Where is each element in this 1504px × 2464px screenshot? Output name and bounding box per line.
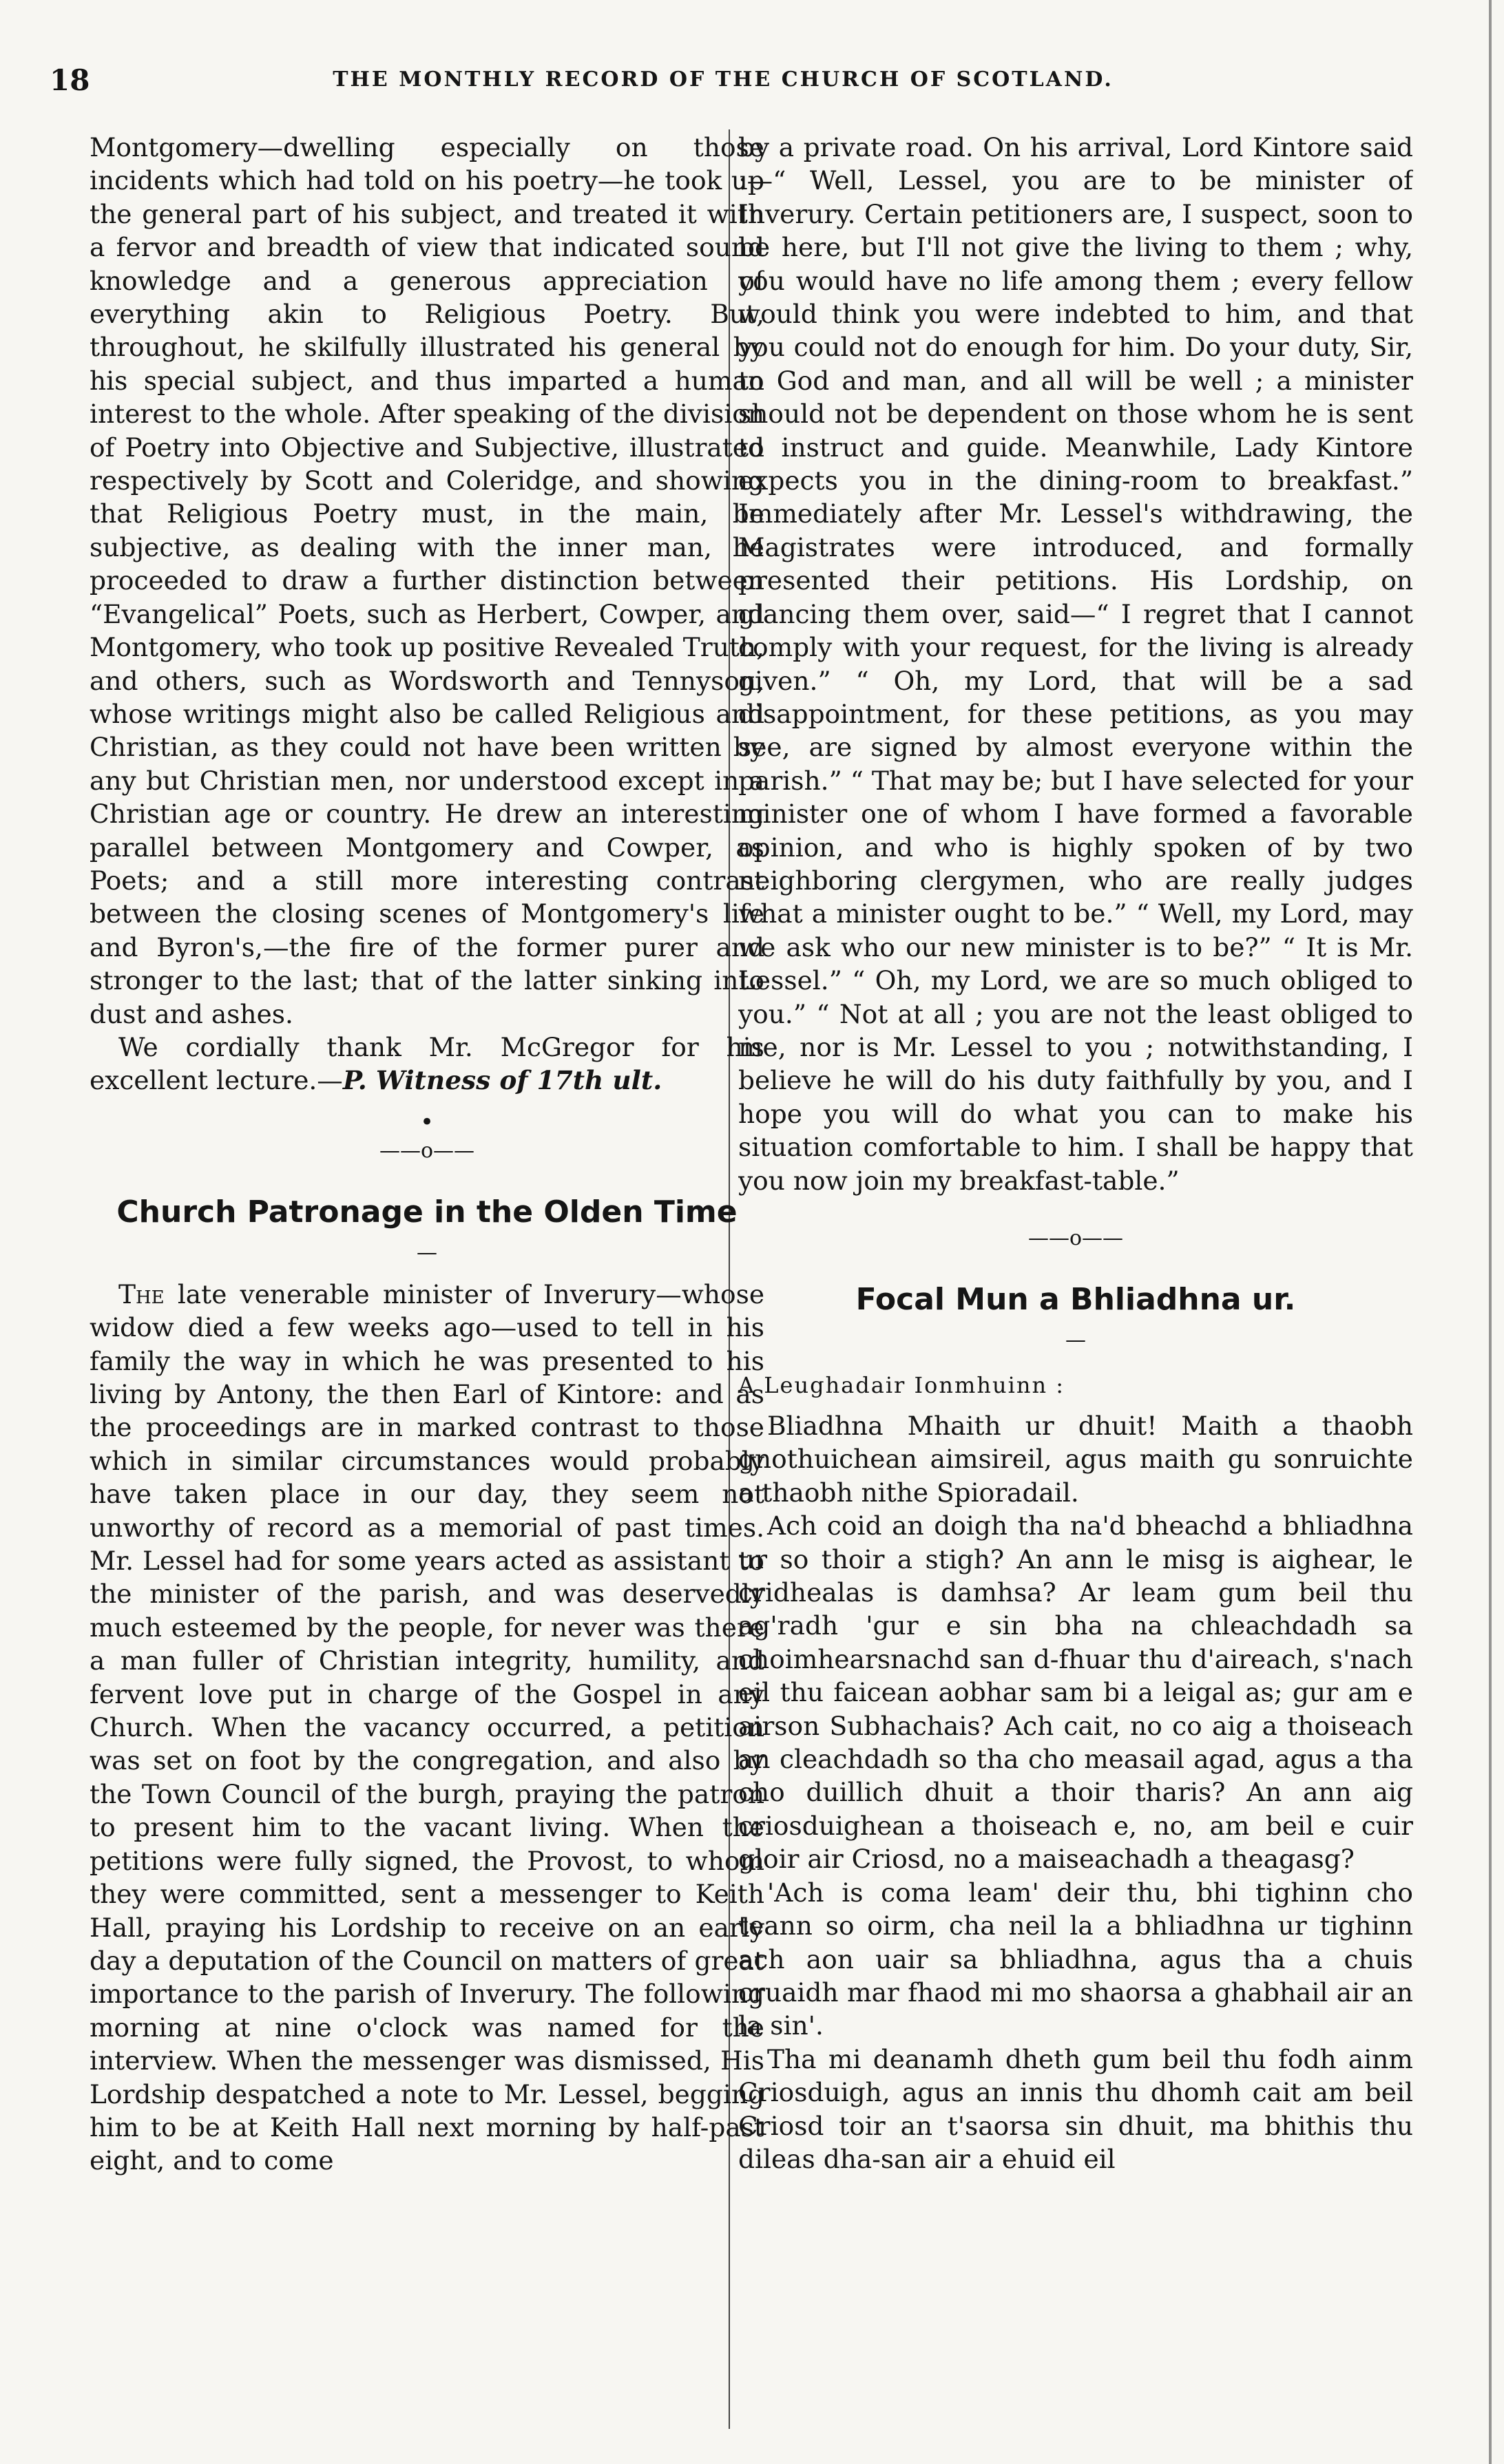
first-word: The <box>118 1278 165 1309</box>
thanks-signature: P. Witness of 17th ult. <box>342 1065 662 1096</box>
gaelic-paragraph: Bliadhna Mhaith ur dhuit! Maith a thaobh gnothuichean aimsireil, agus maith gu sonruichte a thaobh nithe Spioradail. <box>738 1411 1413 1508</box>
dingbat: • <box>419 1108 435 1136</box>
patronage-continuation: by a private road. On his arrival, Lord Kintore said :—“ Well, Lessel, you are to be minister of Inverury. Certain petitioners are, I suspect, soon to be here, but I'll not give the living to them ; why, you would have no life among them ; every fellow would think you were indebted to him, and that you could not do enough for him. Do your duty, Sir, to God and man, and all will be well ; a minister should not be dependent on those whom he is sent to instruct and guide. Meanwhile, Lady Kintore expects you in the dining-room to breakfast.” Immediately after Mr. Lessel's withdrawing, the Magistrates were introduced, and formally presented their petitions. His Lordship, on glancing them over, said—“ I regret that I cannot comply with your request, for the living is already given.” “ Oh, my Lord, that will be a sad disappointment, for these petitions, as you may see, are signed by almost everyone within the parish.” “ That may be; but I have selected for your minister one of whom I have formed a favorable opinion, and who is highly spoken of by two neighboring clergymen, who are really judges what a minister ought to be.” “ Well, my Lord, may we ask who our new minister is to be?” “ It is Mr. Lessel.” “ Oh, my Lord, we are so much obliged to you.” “ Not at all ; you are not the least obliged to me, nor is Mr. Lessel to you ; notwithstanding, I believe he will do his duty faithfully by you, and I hope you will do what you can to make his situation comfortable to him. I shall be happy that you now join my breakfast-table.” <box>738 132 1413 1196</box>
separator: ——o—— <box>1027 1226 1124 1250</box>
page-edge <box>1489 0 1492 2464</box>
gaelic-paragraph: Ach coid an doigh tha na'd bheachd a bhliadhna ur so thoir a stigh? An ann le misg is aighear, le cridhealas is damhsa? Ar leam gum beil thu ag'radh 'gur e sin bha na chleachdadh sa choimhearsnachd san d-fhuar thu d'aireach, s'nach eil thu faicean aobhar sam bi a leigal as; gur am e airson Subhachais? Ach cait, no co aig a thoiseach an cleachdadh so tha cho measail agad, agus a tha cho duillich dhuit a thoir tharis? An ann aig criosduighean a thoiseach e, no, am beil e cuir gloir air Criosd, no a maiseachadh a theagasg? <box>738 1510 1413 1875</box>
thanks-text: We cordially thank Mr. McGregor for his excellent lecture.— <box>90 1031 764 1096</box>
title-dash: — <box>1065 1328 1086 1352</box>
right-column <box>738 131 1413 2430</box>
patronage-paragraph <box>90 1278 764 2178</box>
separator: ——o—— <box>379 1138 475 1163</box>
salutation: A Leughadair Ionmhuinn : <box>738 1372 1065 1398</box>
gaelic-paragraph: 'Ach is coma leam' deir thu, bhi tighinn cho teann so oirm, cha neil la a bhliadhna ur tighinn ach aon uair sa bhliadhna, agus tha a chuis cruaidh mar fhaod mi mo shaorsa a ghabhail air an la sin'. <box>738 1877 1413 2041</box>
article-title: Focal Mun a Bhliadhna ur. <box>855 1282 1296 1317</box>
title-dash: — <box>417 1240 437 1265</box>
thanks-paragraph <box>90 1031 764 1097</box>
article-title: Church Patronage in the Olden Time <box>116 1194 738 1230</box>
page-number: 18 <box>50 63 90 97</box>
lecture-paragraph: Montgomery—dwelling especially on those incidents which had told on his poetry—he took up the general part of his subject, and treated it with a fervor and breadth of view that indicated sound knowledge and a generous appreciation of everything akin to Religious Poetry. But, throughout, he skilfully illustrated his general by his special subject, and thus imparted a human interest to the whole. After speaking of the division of Poetry into Objective and Subjective, illustrated respectively by Scott and Coleridge, and showing that Religious Poetry must, in the main, be subjective, as dealing with the inner man, he proceeded to draw a further distinction between “Evangelical” Poets, such as Herbert, Cowper, and Montgomery, who took up positive Revealed Truth, and others, such as Wordsworth and Tennyson, whose writings might also be called Religious and Christian, as they could not have been written by any but Christian men, nor understood except in a Christian age or country. He drew an interesting parallel between Montgomery and Cowper, as Poets; and a still more interesting contrast between the closing scenes of Montgomery's life and Byron's,—the fire of the former purer and stronger to the last; that of the latter sinking into dust and ashes. <box>90 132 764 1029</box>
gaelic-paragraph: Tha mi deanamh dheth gum beil thu fodh ainm Criosduigh, agus an innis thu dhomh cait am beil Criosd toir an t'saorsa sin dhuit, ma bhithis thu dileas dha-san air a ehuid eil <box>738 2043 1413 2174</box>
patronage-body: late venerable minister of Inverury—whose widow died a few weeks ago—used to tell in his family the way in which he was presented to his living by Antony, the then Earl of Kintore: and as the proceedings are in marked contrast to those which in similar circumstances would probably have taken place in our day, they seem not unworthy of record as a memorial of past times. Mr. Lessel had for some years acted as assistant to the minister of the parish, and was deservedly much esteemed by the people, for never was there a man fuller of Christian integrity, humility, and fervent love put in charge of the Gospel in any Church. When the vacancy occurred, a petition was set on foot by the congregation, and also by the Town Council of the burgh, praying the patron to present him to the vacant living. When the petitions were fully signed, the Provost, to whom they were committed, sent a messenger to Keith Hall, praying his Lordship to receive on an early day a deputation of the Council on matters of great importance to the parish of Inverury. The following morning at nine o'clock was named for the interview. When the messenger was dismissed, His Lordship despatched a note to Mr. Lessel, begging him to be at Keith Hall next morning by half-past eight, and to come <box>90 1278 764 2176</box>
running-head: THE MONTHLY RECORD OF THE CHURCH OF SCOTLAND. <box>333 67 1114 92</box>
left-column <box>90 131 764 2430</box>
